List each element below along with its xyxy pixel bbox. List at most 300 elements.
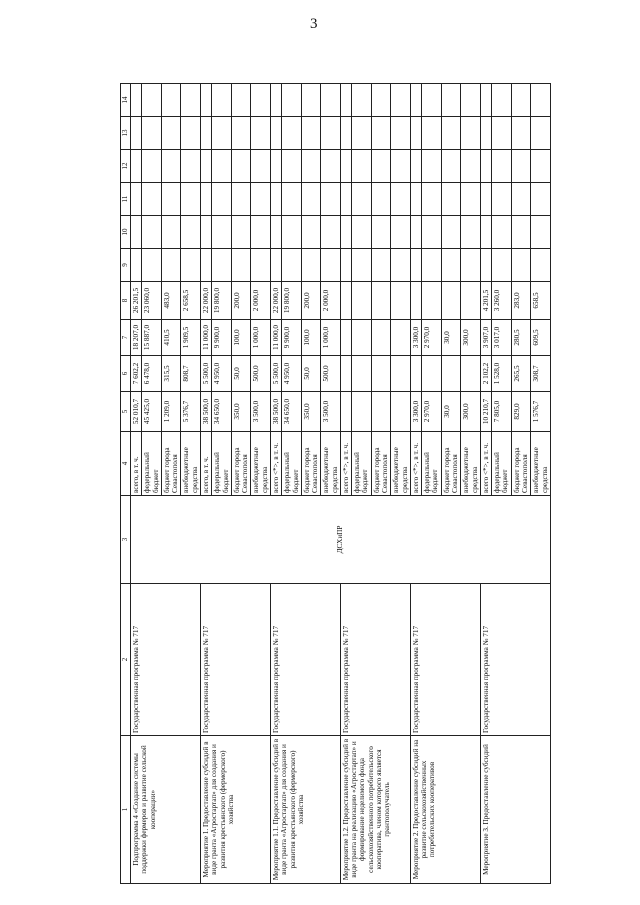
value-cell: 2 970,0 <box>422 392 442 432</box>
empty-cell <box>231 183 251 216</box>
empty-cell <box>282 150 302 183</box>
value-cell: 4 201,5 <box>480 282 491 320</box>
funding-source-cell: внебюджетные средства <box>181 432 201 496</box>
value-cell: 1 576,7 <box>531 392 551 432</box>
empty-cell <box>410 150 421 183</box>
funding-source-cell: всего, в т. ч. <box>131 432 142 496</box>
value-cell: 5 500,0 <box>200 356 211 392</box>
empty-cell <box>461 249 481 282</box>
funding-source-cell: федеральный бюджет <box>422 432 442 496</box>
empty-cell <box>212 150 232 183</box>
value-cell: 100,0 <box>301 320 321 356</box>
empty-cell <box>200 84 211 117</box>
empty-cell <box>251 216 271 249</box>
value-cell <box>371 320 391 356</box>
value-cell: 500,0 <box>251 356 271 392</box>
value-cell: 3 500,0 <box>321 392 341 432</box>
empty-cell <box>282 84 302 117</box>
value-cell <box>352 356 372 392</box>
value-cell: 11 000,0 <box>200 320 211 356</box>
empty-cell <box>531 117 551 150</box>
value-cell: 1 909,5 <box>181 320 201 356</box>
value-cell: 2 658,5 <box>181 282 201 320</box>
value-cell: 2 000,0 <box>321 282 341 320</box>
empty-cell <box>531 216 551 249</box>
value-cell: 2 000,0 <box>251 282 271 320</box>
empty-cell <box>301 216 321 249</box>
value-cell: 7 602,2 <box>131 356 142 392</box>
funding-source-cell: федеральный бюджет <box>492 432 512 496</box>
value-cell <box>441 282 461 320</box>
value-cell: 3 300,0 <box>410 320 421 356</box>
funding-source-cell: всего <*>, в т. ч. <box>270 432 281 496</box>
empty-cell <box>321 249 341 282</box>
empty-cell <box>131 216 142 249</box>
funding-source-cell: федеральный бюджет <box>282 432 302 496</box>
empty-cell <box>441 84 461 117</box>
empty-cell <box>251 249 271 282</box>
empty-cell <box>321 84 341 117</box>
measure-title-cell: Мероприятие 2. Предоставление субсидий на развитие сельскохозяйственных потребительских кооперативов <box>410 736 480 884</box>
value-cell <box>391 356 411 392</box>
value-cell: 3 017,0 <box>492 320 512 356</box>
empty-cell <box>251 84 271 117</box>
value-cell <box>422 356 442 392</box>
value-cell: 265,5 <box>511 356 531 392</box>
header-cell: 6 <box>121 356 131 392</box>
empty-cell <box>181 150 201 183</box>
empty-cell <box>461 150 481 183</box>
empty-cell <box>461 117 481 150</box>
empty-cell <box>142 117 162 150</box>
empty-cell <box>410 249 421 282</box>
empty-cell <box>422 117 442 150</box>
empty-cell <box>251 183 271 216</box>
empty-cell <box>441 216 461 249</box>
empty-cell <box>511 216 531 249</box>
header-cell: 11 <box>121 183 131 216</box>
empty-cell <box>391 183 411 216</box>
funding-source-cell: всего <*>, в т. ч. <box>410 432 421 496</box>
funding-source-cell: всего <*>, в т. ч. <box>480 432 491 496</box>
empty-cell <box>410 117 421 150</box>
empty-cell <box>231 117 251 150</box>
value-cell: 50,0 <box>301 356 321 392</box>
empty-cell <box>131 117 142 150</box>
empty-cell <box>461 216 481 249</box>
value-cell: 2 970,0 <box>422 320 442 356</box>
empty-cell <box>511 249 531 282</box>
empty-cell <box>480 249 491 282</box>
empty-cell <box>231 150 251 183</box>
empty-cell <box>212 84 232 117</box>
table-row <box>131 84 142 884</box>
value-cell: 280,5 <box>511 320 531 356</box>
empty-cell <box>131 84 142 117</box>
empty-cell <box>231 216 251 249</box>
header-row <box>121 84 131 884</box>
value-cell: 300,0 <box>461 392 481 432</box>
header-cell: 12 <box>121 150 131 183</box>
empty-cell <box>161 84 181 117</box>
header-cell: 3 <box>121 496 131 584</box>
empty-cell <box>200 216 211 249</box>
value-cell: 5 376,7 <box>181 392 201 432</box>
value-cell: 45 425,0 <box>142 392 162 432</box>
program-cell: Государственная программа № 717 <box>270 584 340 736</box>
value-cell: 3 260,0 <box>492 282 512 320</box>
program-table <box>120 83 551 884</box>
empty-cell <box>340 84 351 117</box>
value-cell <box>461 282 481 320</box>
value-cell: 52 010,7 <box>131 392 142 432</box>
value-cell: 350,0 <box>231 392 251 432</box>
empty-cell <box>212 249 232 282</box>
value-cell: 19 800,0 <box>212 282 232 320</box>
value-cell: 808,7 <box>181 356 201 392</box>
value-cell: 1 528,0 <box>492 356 512 392</box>
program-cell: Государственная программа № 717 <box>200 584 270 736</box>
empty-cell <box>181 183 201 216</box>
table-row <box>200 84 211 884</box>
value-cell <box>441 356 461 392</box>
empty-cell <box>410 216 421 249</box>
empty-cell <box>340 249 351 282</box>
value-cell: 34 650,0 <box>282 392 302 432</box>
empty-cell <box>531 183 551 216</box>
table-row <box>340 84 351 884</box>
empty-cell <box>492 183 512 216</box>
empty-cell <box>161 117 181 150</box>
funding-source-cell: бюджет города Севастополя <box>231 432 251 496</box>
empty-cell <box>422 150 442 183</box>
value-cell <box>340 392 351 432</box>
value-cell <box>410 282 421 320</box>
empty-cell <box>181 249 201 282</box>
empty-cell <box>371 150 391 183</box>
empty-cell <box>231 84 251 117</box>
empty-cell <box>422 84 442 117</box>
empty-cell <box>282 117 302 150</box>
value-cell <box>371 282 391 320</box>
value-cell <box>352 392 372 432</box>
empty-cell <box>391 249 411 282</box>
empty-cell <box>321 150 341 183</box>
empty-cell <box>480 183 491 216</box>
value-cell <box>371 392 391 432</box>
empty-cell <box>391 216 411 249</box>
empty-cell <box>161 150 181 183</box>
value-cell: 9 900,0 <box>212 320 232 356</box>
funding-source-cell: бюджет города Севастополя <box>371 432 391 496</box>
program-cell: Государственная программа № 717 <box>410 584 480 736</box>
header-cell: 8 <box>121 282 131 320</box>
funding-source-cell: бюджет города Севастополя <box>301 432 321 496</box>
empty-cell <box>492 84 512 117</box>
value-cell: 22 000,0 <box>270 282 281 320</box>
empty-cell <box>511 183 531 216</box>
value-cell: 5 500,0 <box>270 356 281 392</box>
value-cell: 26 201,5 <box>131 282 142 320</box>
empty-cell <box>371 84 391 117</box>
empty-cell <box>282 249 302 282</box>
value-cell: 500,0 <box>321 356 341 392</box>
value-cell: 308,7 <box>531 356 551 392</box>
empty-cell <box>142 150 162 183</box>
empty-cell <box>212 117 232 150</box>
empty-cell <box>371 249 391 282</box>
funding-source-cell: федеральный бюджет <box>142 432 162 496</box>
empty-cell <box>441 150 461 183</box>
value-cell: 100,0 <box>231 320 251 356</box>
value-cell: 34 650,0 <box>212 392 232 432</box>
value-cell <box>352 320 372 356</box>
value-cell: 38 500,0 <box>270 392 281 432</box>
value-cell <box>352 282 372 320</box>
value-cell: 3 500,0 <box>251 392 271 432</box>
value-cell: 483,0 <box>161 282 181 320</box>
funding-source-cell: бюджет города Севастополя <box>511 432 531 496</box>
value-cell: 23 060,0 <box>142 282 162 320</box>
value-cell: 9 900,0 <box>282 320 302 356</box>
empty-cell <box>181 117 201 150</box>
empty-cell <box>321 216 341 249</box>
value-cell: 6 478,0 <box>142 356 162 392</box>
value-cell: 38 500,0 <box>200 392 211 432</box>
empty-cell <box>181 84 201 117</box>
value-cell: 19 800,0 <box>282 282 302 320</box>
empty-cell <box>511 150 531 183</box>
empty-cell <box>142 249 162 282</box>
value-cell <box>391 320 411 356</box>
empty-cell <box>270 84 281 117</box>
funding-source-cell: внебюджетные средства <box>461 432 481 496</box>
measure-title-cell: Подпрограмма 4 «Создание системы поддержки фермеров и развитие сельской кооперации» <box>131 736 201 884</box>
empty-cell <box>301 183 321 216</box>
empty-cell <box>480 84 491 117</box>
empty-cell <box>270 216 281 249</box>
empty-cell <box>391 150 411 183</box>
empty-cell <box>200 117 211 150</box>
table-row <box>410 84 421 884</box>
funding-source-cell: внебюджетные средства <box>251 432 271 496</box>
program-cell: Государственная программа № 717 <box>480 584 550 736</box>
header-cell: 2 <box>121 584 131 736</box>
value-cell: 30,0 <box>441 320 461 356</box>
header-cell: 4 <box>121 432 131 496</box>
value-cell: 300,0 <box>461 320 481 356</box>
header-cell: 1 <box>121 736 131 884</box>
header-cell: 7 <box>121 320 131 356</box>
empty-cell <box>142 84 162 117</box>
value-cell: 10 210,7 <box>480 392 491 432</box>
empty-cell <box>321 117 341 150</box>
table-body <box>131 84 551 884</box>
value-cell: 200,0 <box>301 282 321 320</box>
empty-cell <box>441 249 461 282</box>
empty-cell <box>301 84 321 117</box>
empty-cell <box>212 183 232 216</box>
empty-cell <box>422 249 442 282</box>
value-cell <box>340 320 351 356</box>
empty-cell <box>492 150 512 183</box>
empty-cell <box>391 84 411 117</box>
value-cell: 609,5 <box>531 320 551 356</box>
empty-cell <box>492 249 512 282</box>
value-cell <box>371 356 391 392</box>
empty-cell <box>511 84 531 117</box>
value-cell: 4 950,0 <box>282 356 302 392</box>
value-cell: 7 805,0 <box>492 392 512 432</box>
empty-cell <box>531 84 551 117</box>
program-cell: Государственная программа № 717 <box>340 584 410 736</box>
empty-cell <box>461 183 481 216</box>
funding-source-cell: внебюджетные средства <box>531 432 551 496</box>
funding-source-cell: всего <*>, в т. ч. <box>340 432 351 496</box>
responsible-cell: ДСХиПР <box>131 496 551 584</box>
empty-cell <box>340 150 351 183</box>
empty-cell <box>371 183 391 216</box>
measure-title-cell: Мероприятие 1.2. Предоставление субсидий в виде гранта на реализацию «Агростартап» и формирование неделимого фонда сельскохозяйственного потребительского кооператива, членом которого является грантополучатель <box>340 736 410 884</box>
empty-cell <box>161 183 181 216</box>
value-cell: 315,5 <box>161 356 181 392</box>
funding-source-cell: бюджет города Севастополя <box>161 432 181 496</box>
empty-cell <box>200 249 211 282</box>
empty-cell <box>410 183 421 216</box>
measure-title-cell: Мероприятие 1.1. Предоставление субсидий в виде гранта «Агростартап» для создания и развития крестьянского (фермерского) хозяйства <box>270 736 340 884</box>
empty-cell <box>270 150 281 183</box>
empty-cell <box>480 150 491 183</box>
header-cell: 9 <box>121 249 131 282</box>
funding-source-cell: федеральный бюджет <box>212 432 232 496</box>
value-cell <box>391 392 411 432</box>
program-cell: Государственная программа № 717 <box>131 584 201 736</box>
empty-cell <box>441 117 461 150</box>
value-cell: 3 300,0 <box>410 392 421 432</box>
value-cell: 22 000,0 <box>200 282 211 320</box>
value-cell: 1 000,0 <box>251 320 271 356</box>
empty-cell <box>181 216 201 249</box>
value-cell: 1 209,0 <box>161 392 181 432</box>
funding-source-cell: внебюджетные средства <box>391 432 411 496</box>
empty-cell <box>161 216 181 249</box>
empty-cell <box>282 183 302 216</box>
empty-cell <box>410 84 421 117</box>
header-cell: 14 <box>121 84 131 117</box>
page-number: 3 <box>310 16 318 32</box>
empty-cell <box>480 216 491 249</box>
header-cell: 10 <box>121 216 131 249</box>
table-row <box>480 84 491 884</box>
empty-cell <box>270 183 281 216</box>
empty-cell <box>492 117 512 150</box>
value-cell <box>340 356 351 392</box>
empty-cell <box>352 117 372 150</box>
header-cell: 13 <box>121 117 131 150</box>
value-cell <box>461 356 481 392</box>
empty-cell <box>251 117 271 150</box>
empty-cell <box>142 183 162 216</box>
table-row <box>270 84 281 884</box>
empty-cell <box>531 249 551 282</box>
empty-cell <box>511 117 531 150</box>
empty-cell <box>492 216 512 249</box>
empty-cell <box>441 183 461 216</box>
empty-cell <box>340 216 351 249</box>
empty-cell <box>422 183 442 216</box>
value-cell: 658,5 <box>531 282 551 320</box>
empty-cell <box>352 150 372 183</box>
value-cell: 11 000,0 <box>270 320 281 356</box>
empty-cell <box>142 216 162 249</box>
empty-cell <box>131 183 142 216</box>
empty-cell <box>340 117 351 150</box>
empty-cell <box>352 84 372 117</box>
funding-source-cell: федеральный бюджет <box>352 432 372 496</box>
empty-cell <box>352 183 372 216</box>
value-cell: 3 907,0 <box>480 320 491 356</box>
empty-cell <box>200 150 211 183</box>
empty-cell <box>531 150 551 183</box>
value-cell: 50,0 <box>231 356 251 392</box>
value-cell: 200,0 <box>231 282 251 320</box>
empty-cell <box>422 216 442 249</box>
empty-cell <box>461 84 481 117</box>
empty-cell <box>251 150 271 183</box>
value-cell <box>391 282 411 320</box>
empty-cell <box>200 183 211 216</box>
empty-cell <box>131 150 142 183</box>
value-cell: 410,5 <box>161 320 181 356</box>
empty-cell <box>231 249 251 282</box>
value-cell: 18 207,0 <box>131 320 142 356</box>
empty-cell <box>391 117 411 150</box>
empty-cell <box>282 216 302 249</box>
empty-cell <box>371 216 391 249</box>
empty-cell <box>301 117 321 150</box>
value-cell <box>340 282 351 320</box>
value-cell: 829,0 <box>511 392 531 432</box>
empty-cell <box>161 249 181 282</box>
value-cell: 350,0 <box>301 392 321 432</box>
empty-cell <box>480 117 491 150</box>
measure-title-cell: Мероприятие 1. Предоставление субсидий в виде гранта «Агростартап» для создания и развития крестьянского (фермерского) хозяйства <box>200 736 270 884</box>
funding-source-cell: бюджет города Севастополя <box>441 432 461 496</box>
empty-cell <box>131 249 142 282</box>
empty-cell <box>301 150 321 183</box>
value-cell <box>422 282 442 320</box>
empty-cell <box>340 183 351 216</box>
value-cell <box>410 356 421 392</box>
value-cell: 1 000,0 <box>321 320 341 356</box>
empty-cell <box>270 117 281 150</box>
empty-cell <box>212 216 232 249</box>
value-cell: 4 950,0 <box>212 356 232 392</box>
rotated-table-area <box>120 84 549 884</box>
empty-cell <box>270 249 281 282</box>
empty-cell <box>321 183 341 216</box>
rotated-table <box>120 84 549 884</box>
value-cell: 15 887,0 <box>142 320 162 356</box>
value-cell: 283,0 <box>511 282 531 320</box>
funding-source-cell: внебюджетные средства <box>321 432 341 496</box>
empty-cell <box>301 249 321 282</box>
value-cell: 30,0 <box>441 392 461 432</box>
empty-cell <box>371 117 391 150</box>
measure-title-cell: Мероприятие 3. Предоставление субсидий <box>480 736 550 884</box>
empty-cell <box>352 216 372 249</box>
value-cell: 2 102,2 <box>480 356 491 392</box>
